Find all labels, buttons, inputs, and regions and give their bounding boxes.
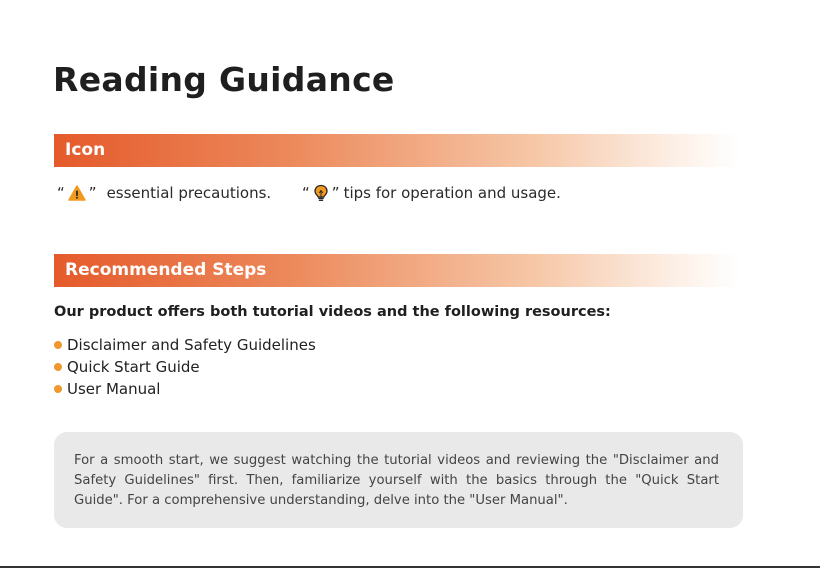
section-header-icon: Icon <box>54 134 740 167</box>
lightbulb-icon <box>312 184 330 202</box>
open-quote: “ <box>57 184 65 202</box>
list-item <box>54 334 316 356</box>
list-item <box>54 356 316 378</box>
resource-list <box>54 334 316 400</box>
bullet-dot <box>54 341 62 349</box>
warning-triangle-icon <box>68 185 86 201</box>
open-quote: “ <box>302 184 310 202</box>
close-quote: ” <box>331 184 340 202</box>
note-text: For a smooth start, we suggest watching the tutorial videos and reviewing the "Disclaimer and Safety Guidelines" first. Then, familiarize yourself with the basics through the "Quick Start Guide". For a comprehensive understanding, delve into the "User Manual". <box>74 453 719 508</box>
warning-legend <box>57 184 271 202</box>
recommendation-note <box>54 432 743 528</box>
bullet-dot <box>54 385 62 393</box>
bullet-dot <box>54 363 62 371</box>
resource-label: Quick Start Guide <box>67 358 200 376</box>
page-title: Reading Guidance <box>53 60 395 99</box>
tip-legend <box>302 184 561 202</box>
resources-intro: Our product offers both tutorial videos and the following resources: <box>54 304 611 320</box>
list-item <box>54 378 316 400</box>
tip-legend-text: tips for operation and usage. <box>343 184 561 202</box>
resource-label: Disclaimer and Safety Guidelines <box>67 336 316 354</box>
warning-legend-text: essential precautions. <box>106 184 272 202</box>
section-header-recommended-steps: Recommended Steps <box>54 254 740 287</box>
resource-label: User Manual <box>67 380 161 398</box>
close-quote: ” <box>88 184 97 202</box>
